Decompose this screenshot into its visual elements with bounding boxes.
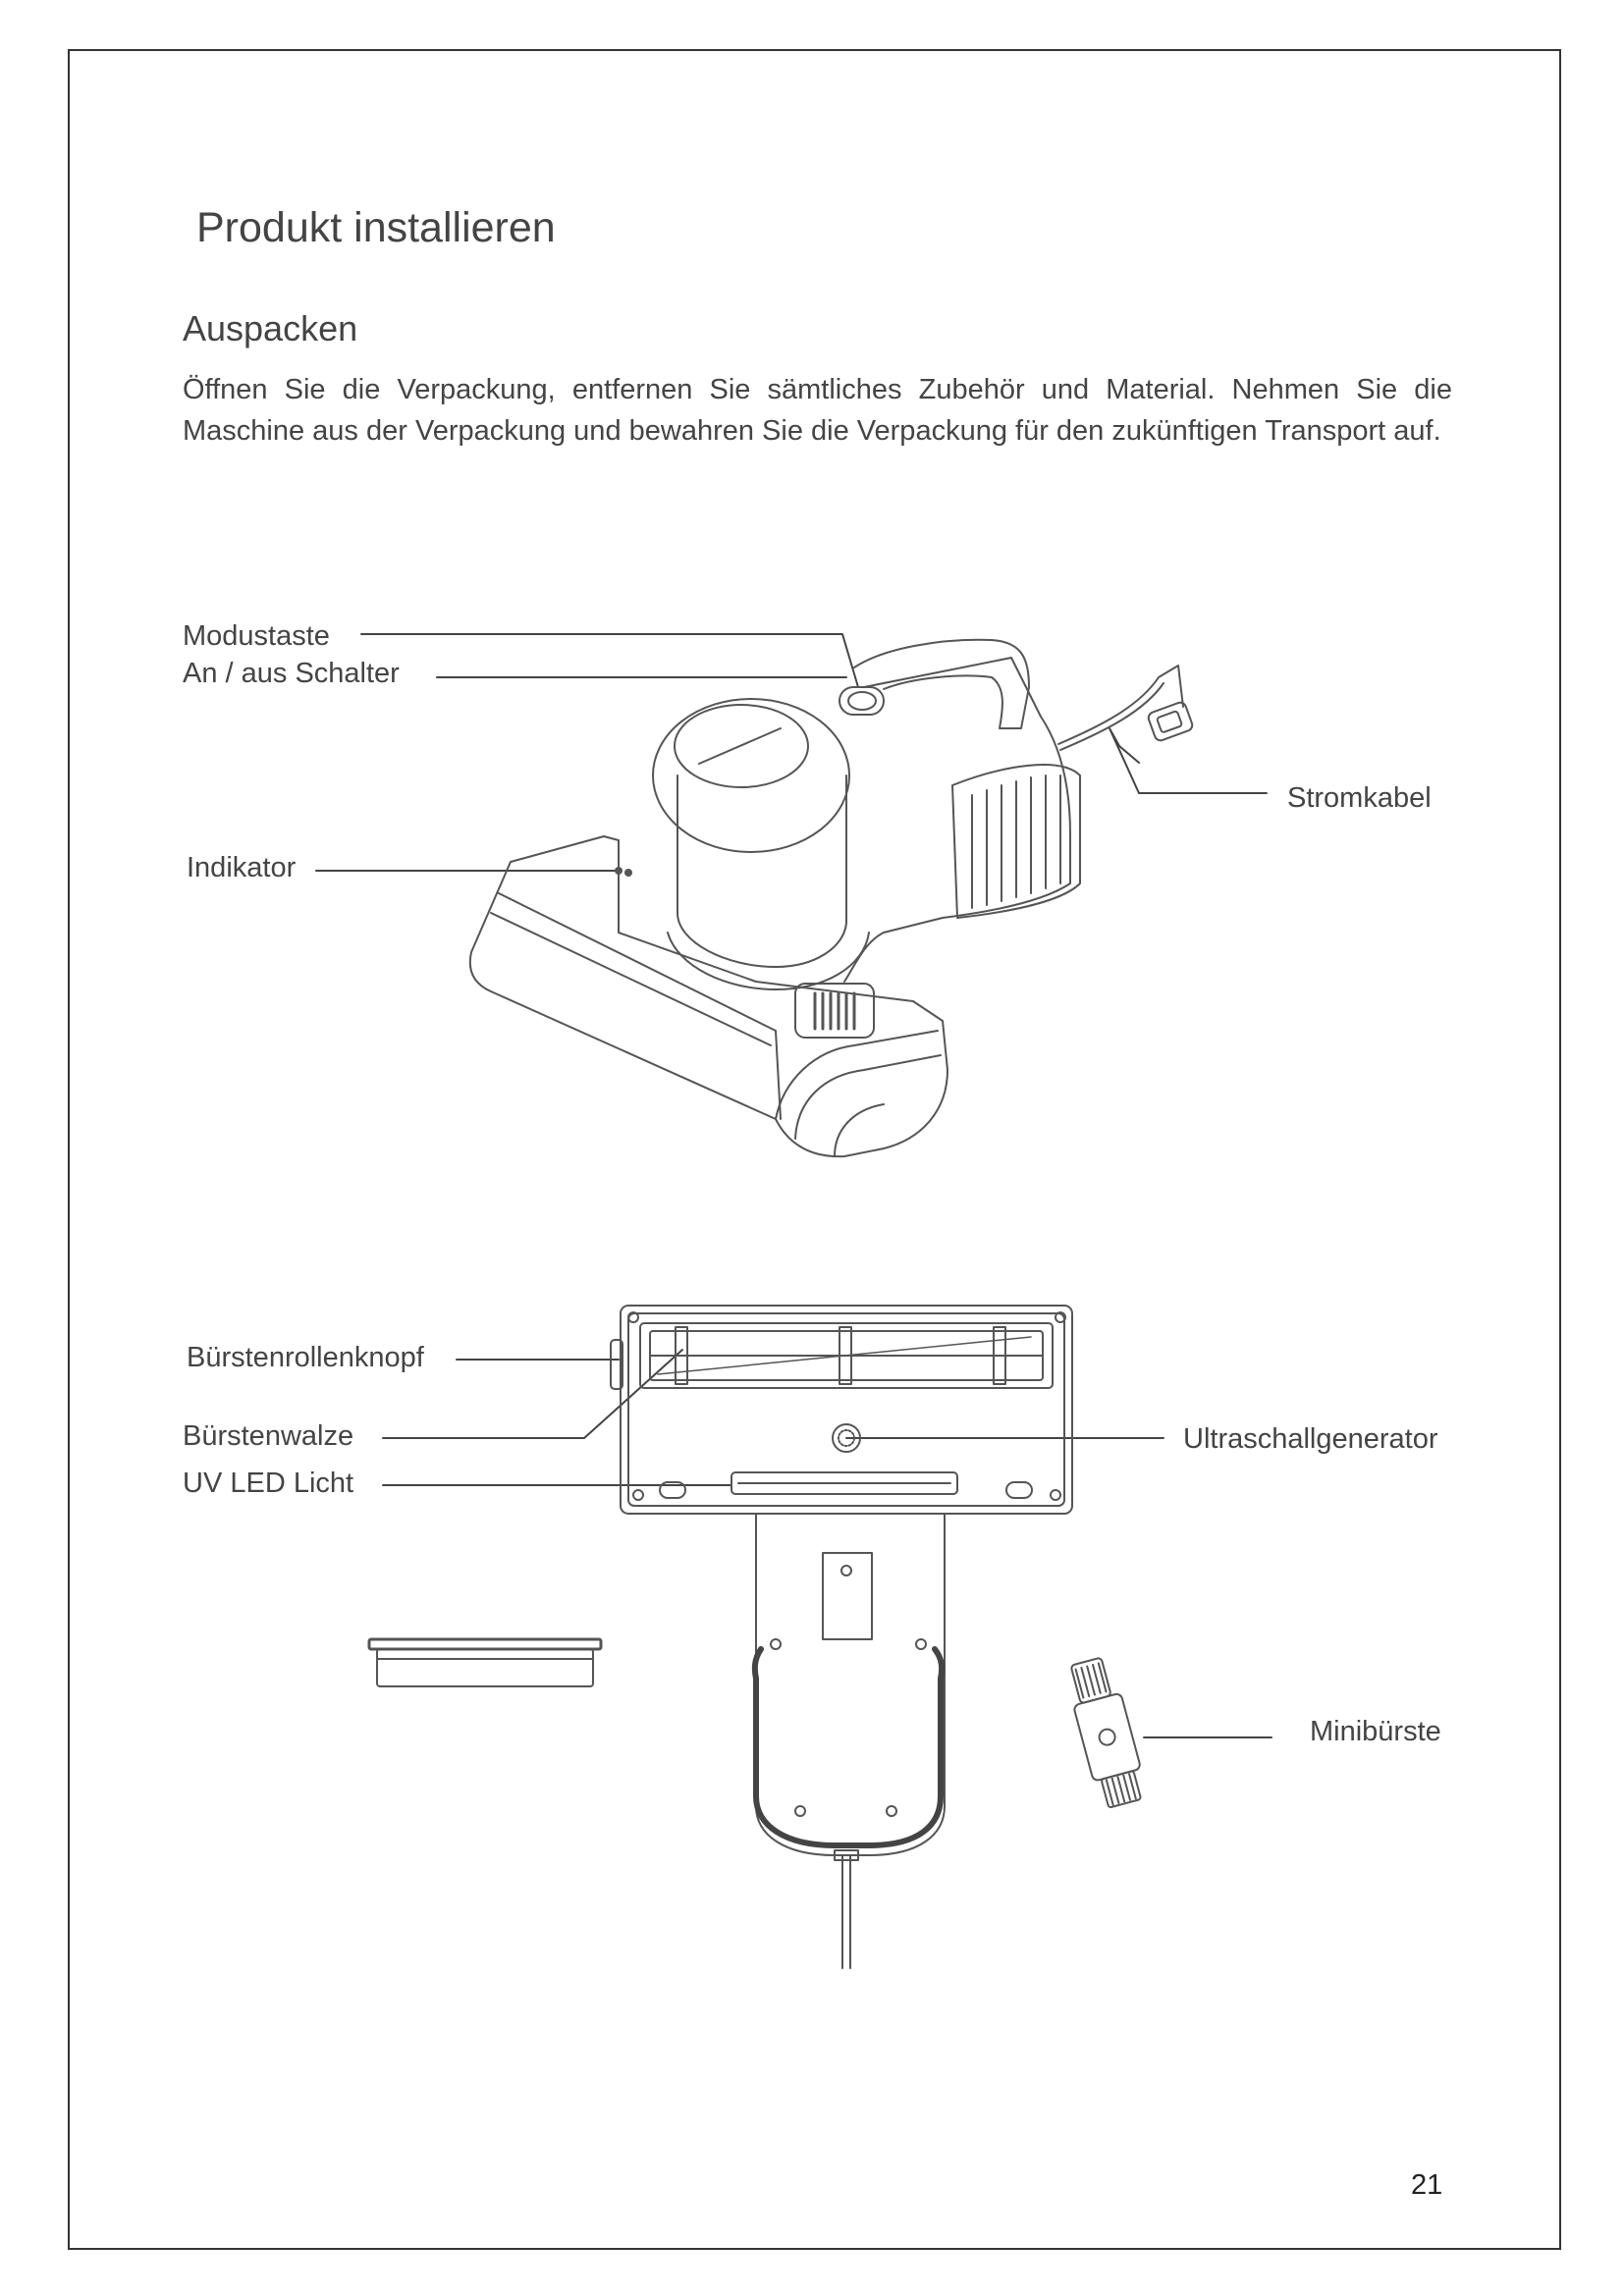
label-power-switch: An / aus Schalter xyxy=(183,658,400,689)
section-heading: Auspacken xyxy=(183,308,358,348)
page-number: 21 xyxy=(1411,2169,1443,2201)
label-uv-led: UV LED Licht xyxy=(183,1468,354,1499)
vacuum-perspective-illustration xyxy=(316,634,1267,1156)
label-indicator: Indikator xyxy=(187,852,297,883)
vacuum-bottom-view-illustration xyxy=(383,1306,1272,1968)
label-mode-button: Modustaste xyxy=(183,620,330,652)
label-brush-roll-knob: Bürstenrollenknopf xyxy=(187,1342,424,1373)
filter-accessory-illustration xyxy=(369,1639,601,1686)
label-power-cable: Stromkabel xyxy=(1287,782,1432,814)
label-ultrasonic-generator: Ultraschallgenerator xyxy=(1183,1423,1438,1455)
page-title: Produkt installieren xyxy=(196,204,556,251)
label-mini-brush: Minibürste xyxy=(1310,1716,1441,1747)
unpacking-paragraph: Öffnen Sie die Verpackung, entfernen Sie sämtliches Zubehör und Material. Nehmen Sie die Maschine aus der Verpackung und bewahren Sie die Verpackung für den zukünftigen Transport auf. xyxy=(183,374,1452,447)
label-brush-roll: Bürstenwalze xyxy=(183,1420,354,1452)
mini-brush-illustration xyxy=(1063,1655,1149,1810)
